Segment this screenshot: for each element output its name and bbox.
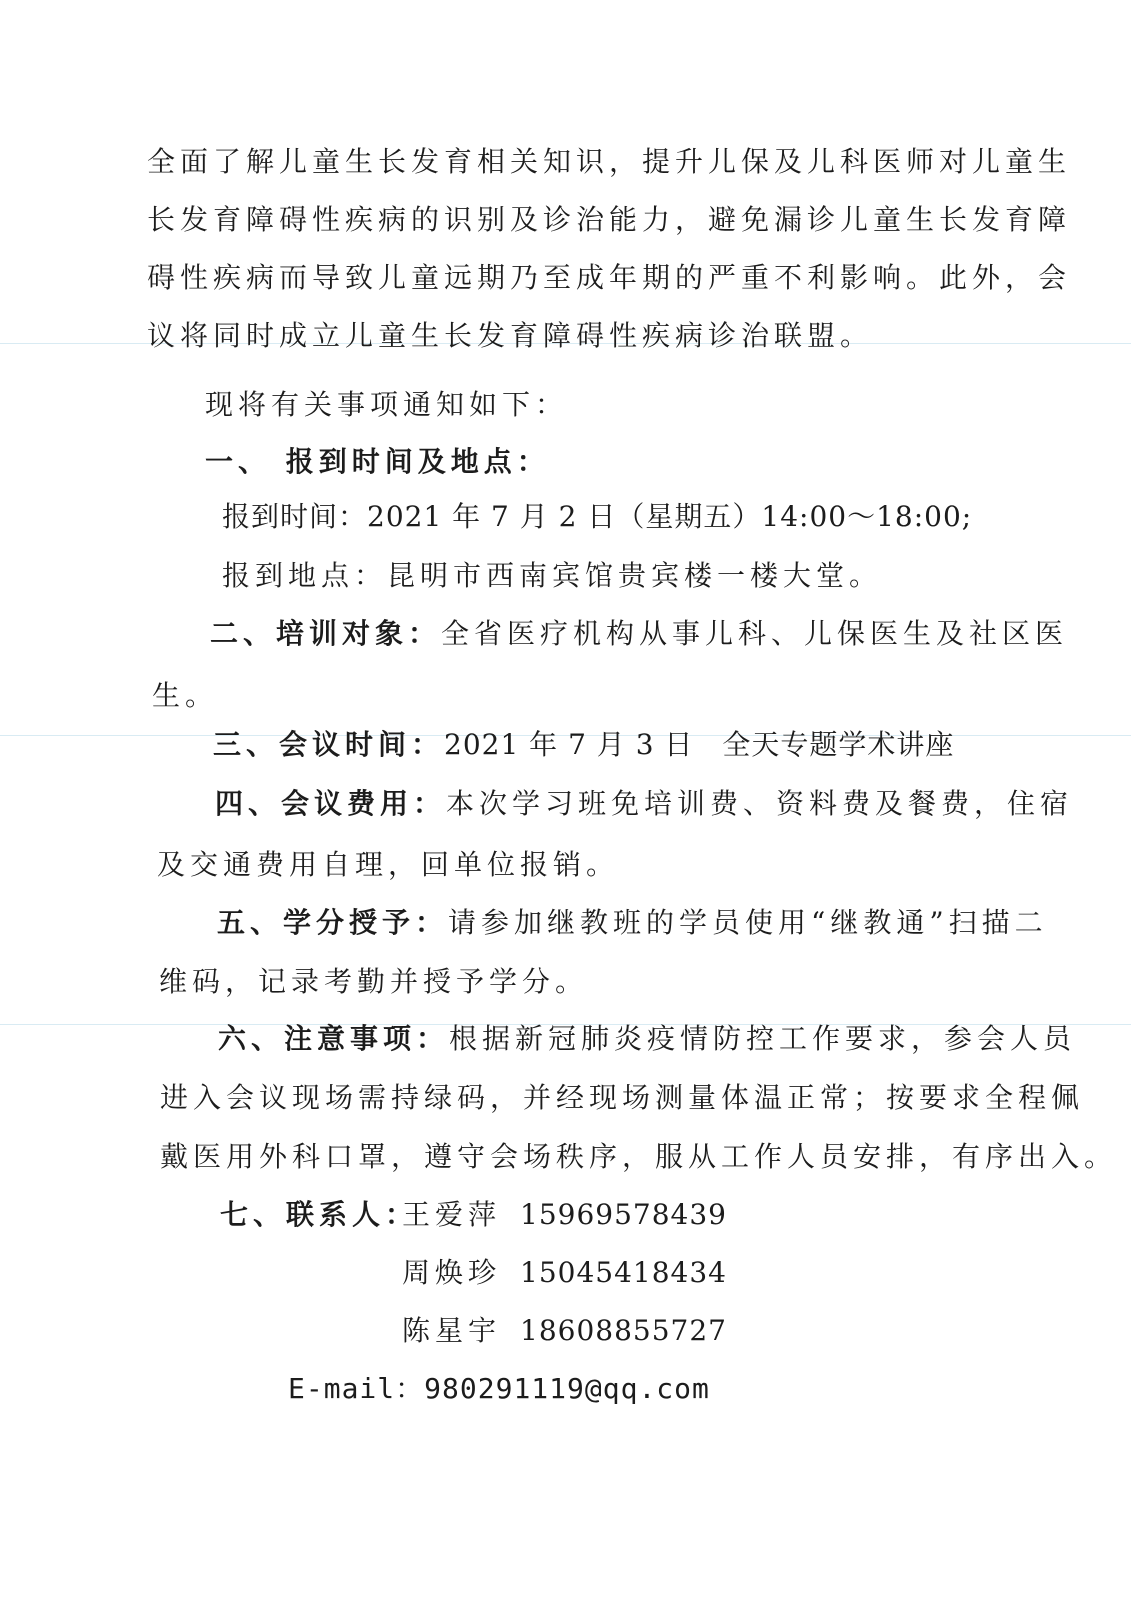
contact-name: 周焕珍 [402,1256,502,1289]
contact-phone: 15045418434 [520,1256,727,1289]
section-5-line-2: 维码，记录考勤并授予学分。 [159,965,589,998]
section-5-line-1 [217,903,1048,943]
section-3-heading: 三、会议时间： [213,728,445,761]
section-6-text: 根据新冠肺炎疫情防控工作要求，参会人员 [449,1022,1077,1055]
section-6-line-1 [218,1019,1076,1059]
contact-name: 陈星宇 [402,1314,502,1347]
section-4-line-1 [215,784,1073,824]
intro-line-1: 全面了解儿童生长发育相关知识，提升儿保及儿科医师对儿童生 [147,145,1072,178]
intro-line-2: 长发育障碍性疾病的识别及诊治能力，避免漏诊儿童生长发育障 [147,203,1072,236]
intro-line-4: 议将同时成立儿童生长发育障碍性疾病诊治联盟。 [147,319,874,352]
section-7-heading: 七、联系人： [220,1198,419,1231]
section-3-text: 2021 年 7 月 3 日 全天专题学术讲座 [444,728,955,761]
email-label: E-mail： [288,1372,425,1405]
section-2-line-2: 生。 [152,679,219,712]
section-5-text: 请参加继教班的学员使用“继教通”扫描二 [448,906,1048,939]
section-6-line-3: 戴医用外科口罩，遵守会场秩序，服从工作人员安排，有序出入。 [160,1140,1118,1173]
intro-line-3: 碍性疾病而导致儿童远期乃至成年期的严重不利影响。此外，会 [147,261,1072,294]
section-2-line-1 [210,614,1068,654]
email-line [288,1369,710,1409]
section-4-text: 本次学习班免培训费、资料费及餐费，住宿 [446,787,1074,820]
section-2-heading: 二、培训对象： [210,617,442,650]
email-address: 980291119@qq.com [424,1372,710,1405]
section-2-text: 全省医疗机构从事儿科、儿保医生及社区医 [441,617,1069,650]
contact-name: 王爱萍 [402,1198,502,1231]
checkin-place: 报到地点：昆明市西南宾馆贵宾楼一楼大堂。 [222,559,883,592]
section-5-heading: 五、学分授予： [217,906,449,939]
section-6-line-2: 进入会议现场需持绿码，并经现场测量体温正常；按要求全程佩 [160,1081,1085,1114]
section-4-heading: 四、会议费用： [215,787,447,820]
contact-phone: 18608855727 [520,1314,727,1347]
section-6-heading: 六、注意事项： [218,1022,450,1055]
section-1-heading: 一、 报到时间及地点： [205,445,550,478]
section-3-line [213,725,954,765]
contact-phone: 15969578439 [520,1198,727,1231]
notice-intro: 现将有关事项通知如下： [205,388,569,421]
checkin-time: 报到时间：2021 年 7 月 2 日（星期五）14:00～18:00; [222,500,973,533]
section-4-line-2: 及交通费用自理，回单位报销。 [157,848,620,881]
